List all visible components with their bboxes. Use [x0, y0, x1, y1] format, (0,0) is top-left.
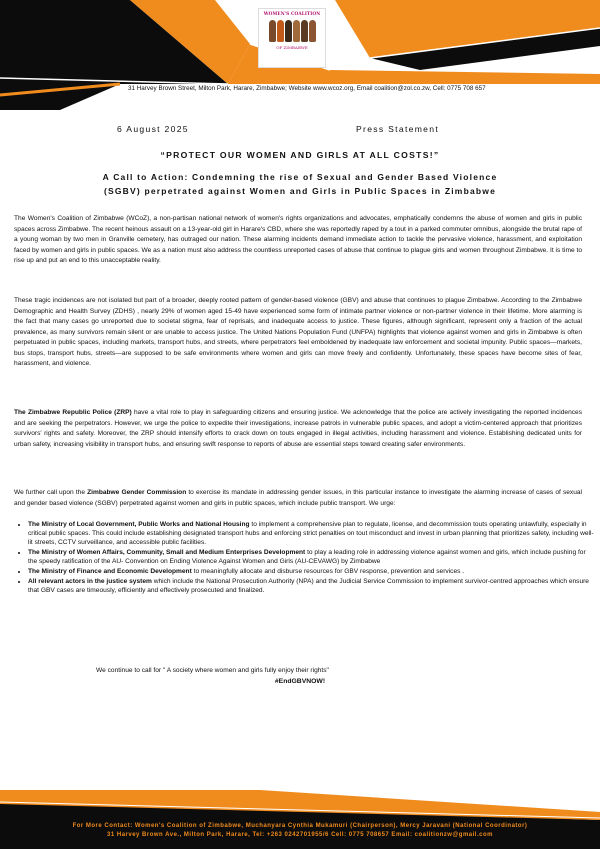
list-item: • The Ministry of Women Affairs, Community, Small and Medium Enterprises Development to play a leading role in addressing violence against women and girls, which include pushing for the speedy ratification of the AU- Convention on Ending Violence Against Women and Girls (AU-CEVAWG) by Zimbabwe [28, 548, 594, 566]
recommendations-list [16, 520, 594, 596]
paragraph-1: The Women's Coalition of Zimbabwe (WCoZ), a non-partisan national network of women's rights organizations and advocates, emphatically condemns the abuse of women and girls in public spaces across Zimbabwe. The recent heinous assault on a 13-year-old girl in Harare's CBD, where she was reportedly raped by a tout in a parked commuter omnibus, alongside the brutal rape of a young woman by two men in Granville cemetery, has outraged our nation. These alarming incidents demand immediate action to tackle the pervasive violence, harassment, and exploitation faced by women and girls in public spaces. We as a nation must also address the countless unreported cases of abuse that continue to plague girls and women throughout Zimbabwe. It is time to rise up and put an end to this unacceptable reality. [14, 215, 582, 264]
coalition-logo [258, 8, 326, 68]
footer-line-1: For More Contact: Women's Coalition of Zimbabwe, Muchanyara Cynthia Mukamuri (Chairperson), Mercy Jaravani (National Coordinator) [72, 823, 528, 829]
paragraph-2: These tragic incidences are not isolated but part of a broader, deeply rooted pattern of gender-based violence (GBV) and abuse that continues to plague Zimbabwe. According to the Zimbabwe Demographic and Health Survey (ZDHS) , nearly 29% of women aged 15-49 have experienced some form of intimate partner violence or non-partner violence in their lifetime. More alarming is the fact that many cases go unreported due to societal stigma, fear of reprisals, and inadequate access to justice. These figures, although significant, represent only a fraction of the actual prevalence, as many survivors remain silent or are unable to access justice. The United Nations Population Fund (UNFPA) highlights that violence against women and girls in Zimbabwe is often perpetuated in public spaces, including markets, transport hubs, and streets, where perpetrators feel emboldened by inadequate law enforcement and societal impunity. Public spaces—markets, bus stops, transport hubs, streets—are supposed to be safe environments where women and girls can move freely and confidently. Unfortunately, these spaces have become sites of fear, harassment, and violence. [14, 297, 582, 367]
list-item: • The Ministry of Local Government, Public Works and National Housing to implement a comprehensive plan to regulate, license, and decommission touts operating unlawfully, especially in critical public spaces. This could include establishing designated transport hubs and enforcing strict penalties on tout misconduct and invest in urban planning that prioritizes safety, including well-lit streets, CCTV surveillance, and accessible public facilities. [28, 520, 594, 548]
closing-statement: We continue to call for " A society where women and girls fully enjoy their rights" [96, 667, 329, 674]
footer-contact [0, 822, 600, 840]
logo-figures [259, 20, 325, 42]
footer-banner [0, 790, 600, 849]
header-address: 31 Harvey Brown Street, Milton Park, Harare, Zimbabwe; Website www.wcoz.org, Email coalition@zol.co.zw, Cell: 0775 708 657 [128, 85, 486, 92]
statement-type: Press Statement [356, 124, 440, 134]
slogan: “PROTECT OUR WOMEN AND GIRLS AT ALL COSTS!” [160, 150, 440, 160]
gender-commission-label: Zimbabwe Gender Commission [87, 489, 187, 496]
zrp-label: The Zimbabwe Republic Police (ZRP) [14, 409, 132, 416]
logo-title: WOMEN'S COALITION [263, 12, 321, 17]
hashtag: #EndGBVNOW! [274, 678, 326, 685]
paragraph-3: The Zimbabwe Republic Police (ZRP) have a vital role to play in safeguarding citizens and ensuring justice. We acknowledge that the police are actively investigating the reported incidences and are seeking the perpetrators. However, we urge the police to expedite their investigations, increase patrols in vulnerable public spaces, and adopt a victim-centered approach that prioritizes survivors' rights and safety. Moreover, the ZRP should intensify efforts to crack down on touts engaged in illegal activities, including harassment and violence. Establishing dedicated units for urban safety, increasing visibility in transport hubs, and ensuring swift response to reports of abuse are essential steps toward creating safer environments. [14, 409, 582, 448]
list-item: • The Ministry of Finance and Economic Development to meaningfully allocate and disburse resources for GBV response, prevention and services . [28, 567, 594, 576]
paragraph-4: We further call upon the Zimbabwe Gender Commission to exercise its mandate in addressing gender issues, in this particular instance to investigate the alarming increase of cases of sexual and gender based violence (SGBV) perpetrated against women and girls in public spaces, which include public transport. We urge: [14, 489, 583, 507]
footer-line-2: 31 Harvey Brown Ave., Milton Park, Harare, Tel: +263 0242701955/6 Cell: 0775 708657 Email: coalitionzw@gmail.com [107, 832, 493, 838]
statement-title: A Call to Action: Condemning the rise of Sexual and Gender Based Violence (SGBV) perpetrated against Women and Girls in Public Spaces in Zimbabwe [102, 172, 498, 196]
statement-date: 6 August 2025 [117, 124, 189, 134]
logo-subtitle: OF ZIMBABWE [276, 45, 308, 50]
list-item: • All relevant actors in the justice system which include the National Prosecution Authority (NPA) and the Judicial Service Commission to implement survivor-centred approaches which ensure that GBV cases are timeously, efficiently and effectively prosecuted and finalized. [28, 577, 594, 595]
